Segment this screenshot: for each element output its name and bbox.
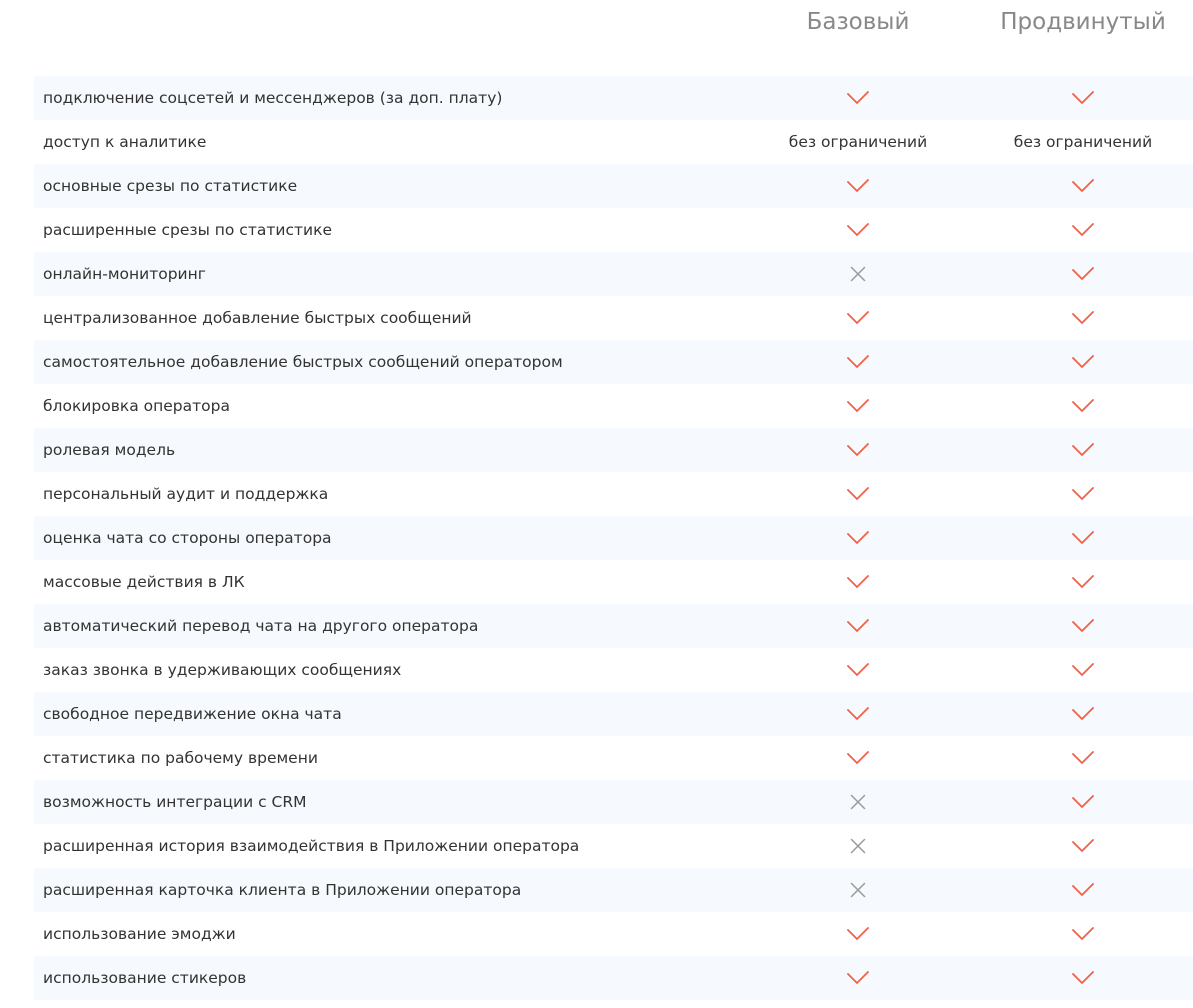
feature-row — [34, 648, 1193, 692]
feature-row — [34, 472, 1193, 516]
basic-plan-cell — [750, 296, 966, 340]
check-icon — [847, 178, 869, 194]
check-icon — [1072, 442, 1094, 458]
basic-plan-cell — [750, 120, 966, 164]
basic-plan-cell — [750, 252, 966, 296]
advanced-plan-cell — [975, 384, 1191, 428]
check-icon — [847, 926, 869, 942]
advanced-plan-cell — [975, 208, 1191, 252]
check-icon — [1072, 618, 1094, 634]
advanced-plan-cell — [975, 736, 1191, 780]
feature-row — [34, 604, 1193, 648]
check-icon — [1072, 662, 1094, 678]
check-icon — [847, 662, 869, 678]
check-icon — [1072, 750, 1094, 766]
plan-header-basic: Базовый — [806, 9, 910, 35]
basic-plan-cell — [750, 736, 966, 780]
check-icon — [847, 618, 869, 634]
feature-label: блокировка оператора — [43, 397, 230, 415]
feature-row — [34, 384, 1193, 428]
advanced-plan-cell — [975, 648, 1191, 692]
advanced-plan-cell — [975, 76, 1191, 120]
feature-row — [34, 252, 1193, 296]
check-icon — [847, 354, 869, 370]
feature-label: возможность интеграции с CRM — [43, 793, 307, 811]
advanced-plan-cell — [975, 956, 1191, 1000]
check-icon — [1072, 970, 1094, 986]
feature-label: автоматический перевод чата на другого оператора — [43, 617, 479, 635]
check-icon — [847, 530, 869, 546]
check-icon — [1072, 794, 1094, 810]
check-icon — [1072, 530, 1094, 546]
value-text: без ограничений — [1013, 133, 1153, 151]
feature-label: доступ к аналитике — [43, 133, 207, 151]
feature-row — [34, 340, 1193, 384]
feature-row — [34, 296, 1193, 340]
feature-label: подключение соцсетей и мессенджеров (за доп. плату) — [43, 89, 503, 107]
feature-label: использование стикеров — [43, 969, 247, 987]
check-icon — [1072, 310, 1094, 326]
basic-plan-cell — [750, 604, 966, 648]
feature-label: персональный аудит и поддержка — [43, 485, 329, 503]
basic-plan-cell — [750, 912, 966, 956]
feature-row — [34, 164, 1193, 208]
check-icon — [1072, 266, 1094, 282]
feature-table — [34, 76, 1193, 1000]
advanced-plan-cell — [975, 428, 1191, 472]
check-icon — [847, 398, 869, 414]
advanced-plan-cell — [975, 912, 1191, 956]
check-icon — [847, 310, 869, 326]
basic-plan-cell — [750, 164, 966, 208]
advanced-plan-cell — [975, 252, 1191, 296]
feature-row — [34, 868, 1193, 912]
feature-label: основные срезы по статистике — [43, 177, 298, 195]
feature-label: самостоятельное добавление быстрых сообщений оператором — [43, 353, 563, 371]
basic-plan-cell — [750, 956, 966, 1000]
advanced-plan-cell — [975, 120, 1191, 164]
feature-row — [34, 692, 1193, 736]
basic-plan-cell — [750, 824, 966, 868]
cross-icon — [850, 266, 866, 282]
feature-label: заказ звонка в удерживающих сообщениях — [43, 661, 402, 679]
cross-icon — [850, 838, 866, 854]
check-icon — [847, 222, 869, 238]
feature-label: оценка чата со стороны оператора — [43, 529, 332, 547]
advanced-plan-cell — [975, 824, 1191, 868]
check-icon — [847, 90, 869, 106]
feature-row — [34, 560, 1193, 604]
advanced-plan-cell — [975, 692, 1191, 736]
basic-plan-cell — [750, 384, 966, 428]
feature-label: ролевая модель — [43, 441, 176, 459]
feature-row — [34, 824, 1193, 868]
basic-plan-cell — [750, 780, 966, 824]
feature-label: статистика по рабочему времени — [43, 749, 318, 767]
advanced-plan-cell — [975, 296, 1191, 340]
basic-plan-cell — [750, 560, 966, 604]
check-icon — [1072, 222, 1094, 238]
feature-label: расширенная история взаимодействия в Приложении оператора — [43, 837, 580, 855]
feature-label: расширенные срезы по статистике — [43, 221, 332, 239]
basic-plan-cell — [750, 340, 966, 384]
basic-plan-cell — [750, 472, 966, 516]
check-icon — [1072, 882, 1094, 898]
feature-row — [34, 428, 1193, 472]
check-icon — [847, 706, 869, 722]
feature-row — [34, 208, 1193, 252]
check-icon — [1072, 178, 1094, 194]
advanced-plan-cell — [975, 516, 1191, 560]
check-icon — [1072, 354, 1094, 370]
feature-row — [34, 780, 1193, 824]
feature-label: онлайн-мониторинг — [43, 265, 206, 283]
advanced-plan-cell — [975, 780, 1191, 824]
feature-label: массовые действия в ЛК — [43, 573, 245, 591]
feature-label: централизованное добавление быстрых сообщений — [43, 309, 472, 327]
basic-plan-cell — [750, 692, 966, 736]
feature-row — [34, 956, 1193, 1000]
basic-plan-cell — [750, 868, 966, 912]
cross-icon — [850, 882, 866, 898]
basic-plan-cell — [750, 516, 966, 560]
basic-plan-cell — [750, 428, 966, 472]
advanced-plan-cell — [975, 868, 1191, 912]
feature-label: расширенная карточка клиента в Приложении оператора — [43, 881, 522, 899]
cross-icon — [850, 794, 866, 810]
advanced-plan-cell — [975, 164, 1191, 208]
feature-row — [34, 736, 1193, 780]
check-icon — [847, 970, 869, 986]
advanced-plan-cell — [975, 340, 1191, 384]
feature-row — [34, 76, 1193, 120]
check-icon — [1072, 706, 1094, 722]
feature-label: использование эмоджи — [43, 925, 236, 943]
check-icon — [1072, 838, 1094, 854]
basic-plan-cell — [750, 76, 966, 120]
advanced-plan-cell — [975, 560, 1191, 604]
check-icon — [1072, 574, 1094, 590]
check-icon — [847, 486, 869, 502]
advanced-plan-cell — [975, 472, 1191, 516]
check-icon — [847, 442, 869, 458]
feature-row — [34, 120, 1193, 164]
basic-plan-cell — [750, 648, 966, 692]
check-icon — [847, 574, 869, 590]
value-text: без ограничений — [788, 133, 928, 151]
advanced-plan-cell — [975, 604, 1191, 648]
check-icon — [1072, 90, 1094, 106]
feature-row — [34, 912, 1193, 956]
basic-plan-cell — [750, 208, 966, 252]
check-icon — [1072, 398, 1094, 414]
feature-label: свободное передвижение окна чата — [43, 705, 342, 723]
feature-row — [34, 516, 1193, 560]
check-icon — [847, 750, 869, 766]
check-icon — [1072, 926, 1094, 942]
check-icon — [1072, 486, 1094, 502]
plan-header-advanced: Продвинутый — [1000, 9, 1166, 35]
